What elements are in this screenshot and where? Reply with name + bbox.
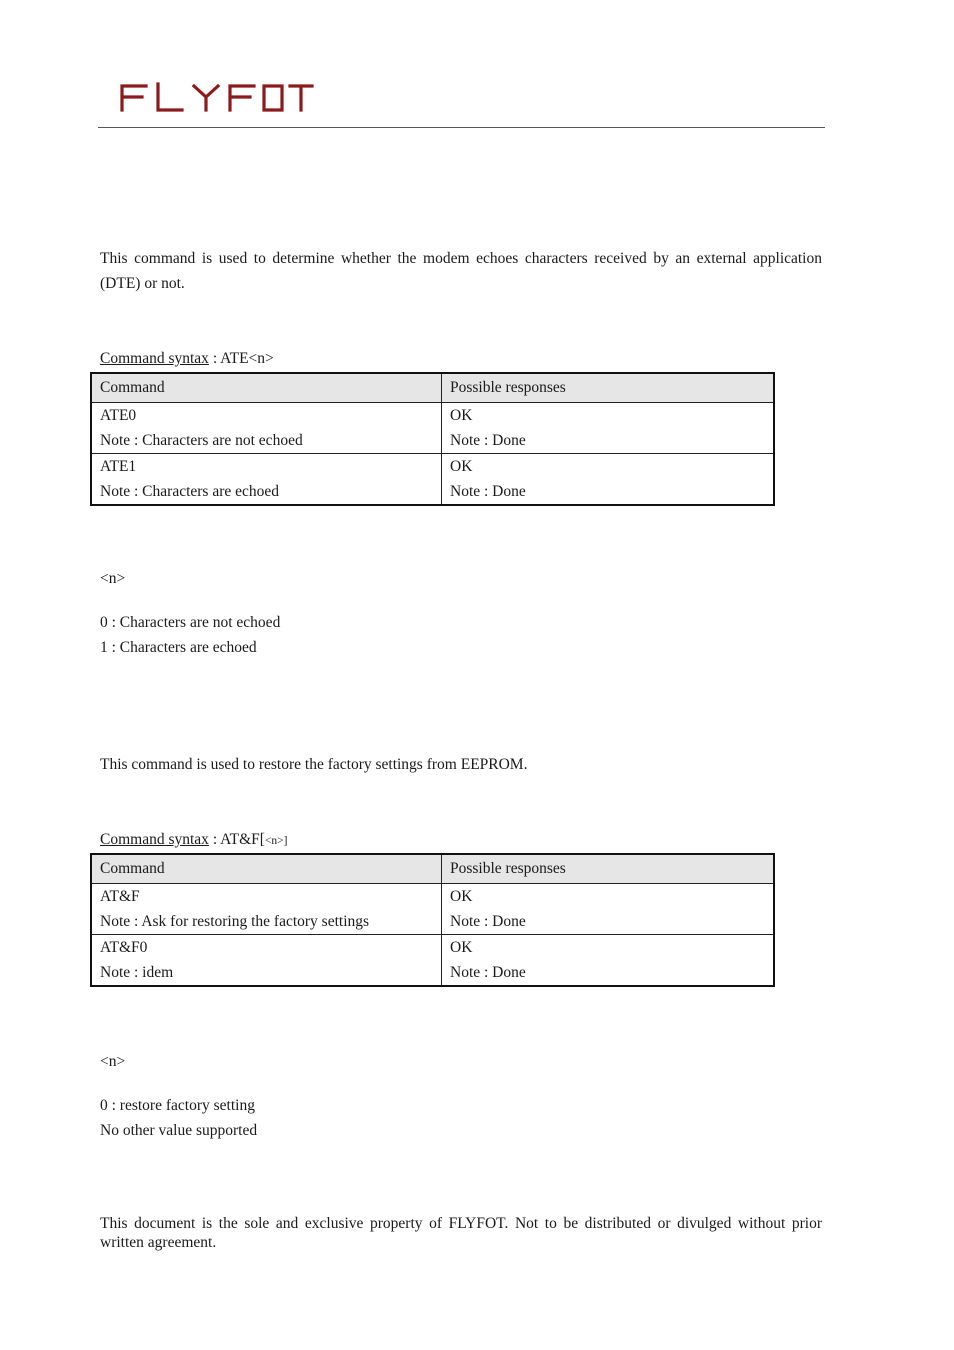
atf-param-value: 0 : restore factory setting (100, 1097, 255, 1114)
syntax-param: <n>] (264, 835, 288, 847)
syntax-label: Command syntax (100, 831, 209, 848)
atf-param-value: No other value supported (100, 1122, 258, 1139)
command-note: Note : Ask for restoring the factory settings (100, 913, 370, 930)
ate-param-value: 0 : Characters are not echoed (100, 614, 281, 631)
header-divider (98, 127, 825, 128)
command-cell: AT&F (100, 888, 140, 905)
table-header-row (91, 373, 774, 403)
ate-param-value: 1 : Characters are echoed (100, 639, 257, 656)
header-command: Command (91, 373, 442, 403)
header-responses: Possible responses (442, 373, 775, 403)
table-row (91, 403, 774, 454)
command-cell: ATE0 (100, 407, 137, 424)
syntax-value: : AT&F[ (208, 831, 265, 848)
table-header-row (91, 854, 774, 884)
header-command: Command (91, 854, 442, 884)
flyfot-logo (118, 80, 314, 114)
syntax-label: Command syntax (100, 350, 209, 367)
table-row (91, 454, 774, 506)
ate-param-name: <n> (100, 570, 126, 587)
atf-description: This command is used to restore the factory settings from EEPROM. (100, 756, 528, 773)
atf-param-name: <n> (100, 1053, 126, 1070)
ate-syntax (100, 346, 274, 371)
command-cell: AT&F0 (100, 939, 148, 956)
table-row (91, 884, 774, 935)
footer-notice: This document is the sole and exclusive property of FLYFOT. Not to be distributed or divulged without prior written agreement. (100, 1215, 822, 1251)
response-note: Note : Done (450, 964, 526, 981)
response-cell: OK (450, 939, 473, 956)
command-note: Note : idem (100, 964, 174, 981)
response-note: Note : Done (450, 483, 526, 500)
command-note: Note : Characters are not echoed (100, 432, 303, 449)
response-cell: OK (450, 407, 473, 424)
atf-syntax (100, 827, 287, 854)
atf-command-table (90, 853, 775, 987)
syntax-value: : ATE<n> (208, 350, 274, 367)
command-cell: ATE1 (100, 458, 137, 475)
response-cell: OK (450, 888, 473, 905)
response-note: Note : Done (450, 913, 526, 930)
command-note: Note : Characters are echoed (100, 483, 280, 500)
ate-description: This command is used to determine whether the modem echoes characters received by an external application (DTE) or not. (100, 250, 822, 292)
response-note: Note : Done (450, 432, 526, 449)
header-responses: Possible responses (442, 854, 775, 884)
response-cell: OK (450, 458, 473, 475)
table-row (91, 935, 774, 987)
ate-command-table (90, 372, 775, 506)
